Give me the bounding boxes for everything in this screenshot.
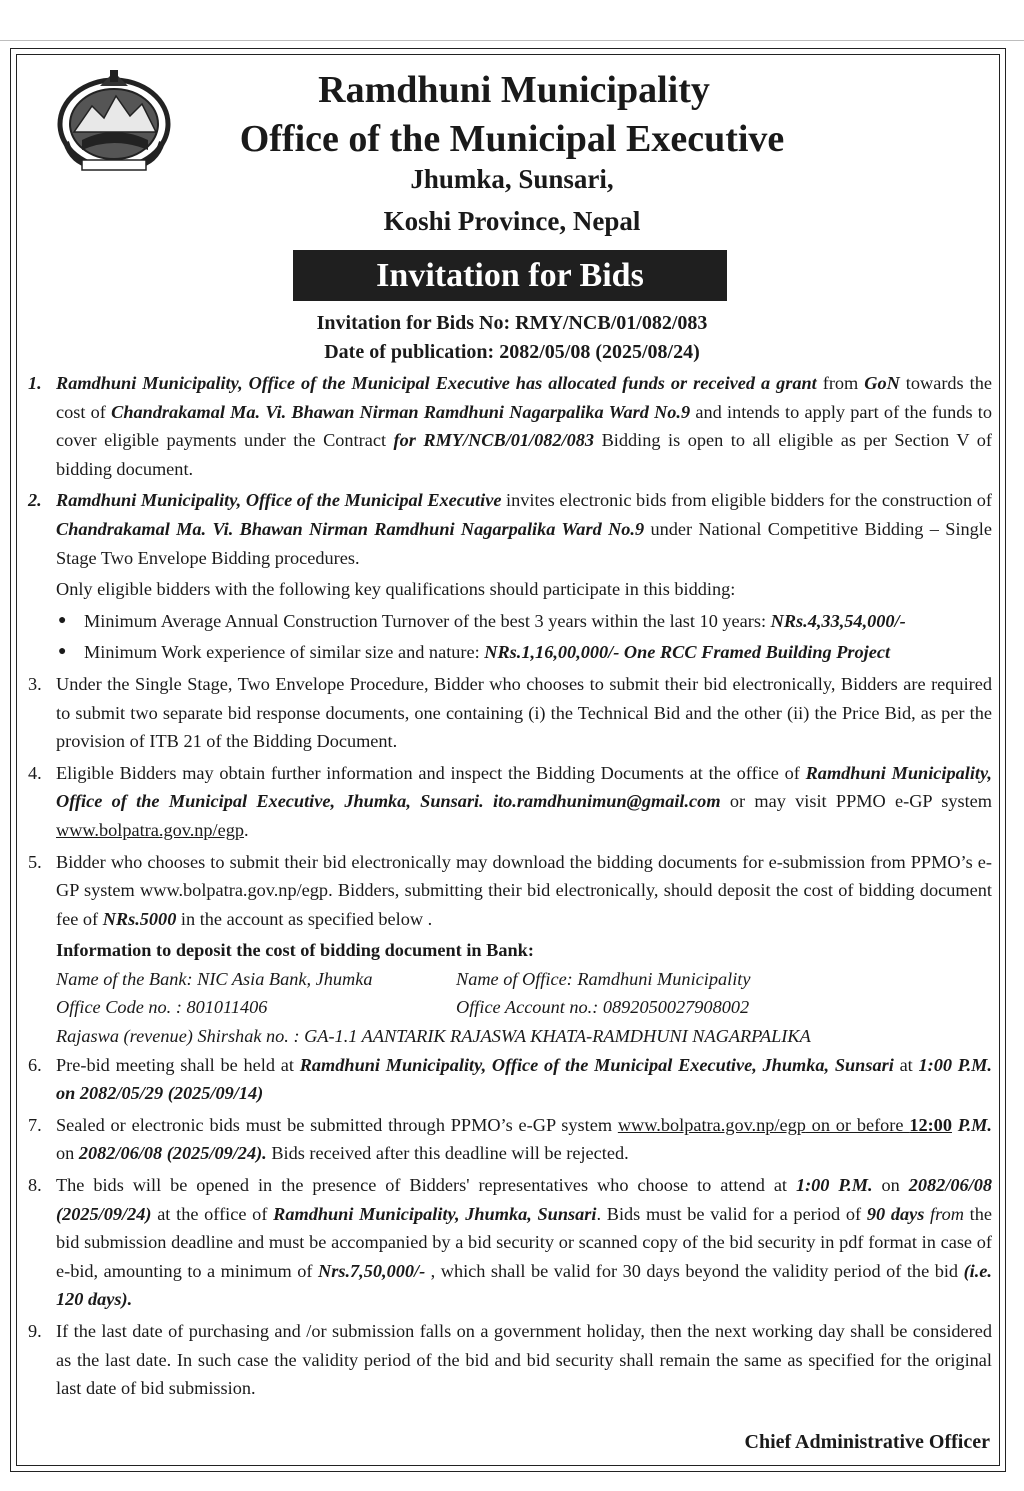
address-line-2: Koshi Province, Nepal: [383, 206, 641, 236]
clause-8: 8. The bids will be opened in the presence of Bidders' representatives who choose to attend at 1:00 P.M. on 2082/06/08 (2025/09/24) at the office of Ramdhuni Municipality, Jhumka, Sunsari. Bids must be valid for a period of 90 days from the bid submission deadline and must be accompanied by a bid security or scanned copy of the bid security in pdf format in case of e-bid, amounting to a minimum of Nrs.7,50,000/- , which shall be valid for 30 days beyond the validity period of the bid (i.e. 120 days).: [22, 1171, 992, 1314]
clause-number: 4.: [28, 762, 42, 783]
bank-info-row-1: Name of the Bank: NIC Asia Bank, Jhumka Name of Office: Ramdhuni Municipality: [56, 968, 751, 989]
clause-7: 7. Sealed or electronic bids must be submitted through PPMO’s e-GP system www.bolpatra.gov.np/egp on or before 12:00 P.M. on 2082/06/08 (2025/09/24). Bids received after this deadline will be rejected.: [22, 1111, 992, 1168]
egp-link[interactable]: www.bolpatra.gov.np/egp: [56, 819, 245, 840]
notice-body: [22, 369, 992, 1403]
clause-number: 5.: [28, 851, 42, 872]
top-rule: [0, 40, 1024, 41]
clause-number: 9.: [28, 1321, 42, 1341]
bank-info-heading: Information to deposit the cost of bidding document in Bank:: [56, 940, 534, 961]
egp-link[interactable]: www.bolpatra.gov.np/egp: [617, 1114, 806, 1135]
office-name: Office of the Municipal Executive: [239, 118, 785, 160]
bullet-icon: ●: [58, 612, 67, 628]
clause-number: 2.: [28, 490, 42, 511]
ifb-number: Invitation for Bids No: RMY/NCB/01/082/083: [316, 312, 708, 334]
qualification-bullet-2: ● Minimum Work experience of similar size and nature: NRs.1,16,00,000/- One RCC Framed Building Project: [56, 638, 992, 667]
qualification-bullet-1: ● Minimum Average Annual Construction Turnover of the best 3 years within the last 10 years: NRs.4,33,54,000/-: [56, 607, 992, 636]
clause-5: 5. Bidder who chooses to submit their bid electronically may download the bidding documents for e-submission from PPMO’s e-GP system www.bolpatra.gov.np/egp. Bidders, submitting their bid electronically, should deposit the cost of bidding document fee of NRs.5000 in the account as specified below .: [22, 848, 992, 934]
clause-3: 3. Under the Single Stage, Two Envelope Procedure, Bidder who chooses to submit their bid electronically, Bidders are required to submit two separate bid response documents, one containing (i) the Technical Bid and the other (ii) the Price Bid, as per the provision of ITB 21 of the Bidding Document.: [22, 670, 992, 756]
clause-number: 1.: [28, 373, 42, 393]
clause-9: 9. If the last date of purchasing and /or submission falls on a government holiday, then the next working day shall be considered as the last date. In such case the validity period of the bid and bid security shall remain the same as specified for the original last date of bid submission.: [22, 1317, 992, 1403]
bank-info-row-2: Office Code no. : 801011406 Office Account no.: 0892050027908002: [56, 997, 750, 1018]
publication-date: Date of publication: 2082/05/08 (2025/08/24): [324, 341, 700, 363]
bullet-icon: ●: [58, 644, 67, 660]
clause-1: 1. Ramdhuni Municipality, Office of the Municipal Executive has allocated funds or received a grant from GoN towards the cost of Chandrakamal Ma. Vi. Bhawan Nirman Ramdhuni Nagarpalika Ward No.9 and intends to apply part of the funds to cover eligible payments under the Contract for RMY/NCB/01/082/083 Bidding is open to all eligible as per Section V of bidding document.: [22, 369, 992, 483]
address-line-1: Jhumka, Sunsari,: [410, 164, 614, 194]
qualification-intro: Only eligible bidders with the following key qualifications should participate in this bidding:: [56, 579, 736, 600]
signatory-title: Chief Administrative Officer: [744, 1431, 990, 1453]
clause-number: 7.: [28, 1114, 42, 1135]
clause-2: 2. Ramdhuni Municipality, Office of the Municipal Executive invites electronic bids from eligible bidders for the construction of Chandrakamal Ma. Vi. Bhawan Nirman Ramdhuni Nagarpalika Ward No.9 under National Competitive Bidding – Single Stage Two Envelope Bidding procedures.: [22, 486, 992, 572]
clause-6: 6. Pre-bid meeting shall be held at Ramdhuni Municipality, Office of the Municipal Executive, Jhumka, Sunsari at 1:00 P.M. on 2082/05/29 (2025/09/14): [22, 1051, 992, 1108]
clause-number: 6.: [28, 1054, 42, 1075]
organization-name: Ramdhuni Municipality: [318, 69, 710, 111]
clause-number: 8.: [28, 1175, 42, 1196]
clause-number: 3.: [28, 673, 42, 694]
notice-title-banner: Invitation for Bids: [293, 250, 727, 301]
bank-info-row-3: Rajaswa (revenue) Shirshak no. : GA-1.1 AANTARIK RAJASWA KHATA-RAMDHUNI NAGARPALIKA: [56, 1026, 811, 1047]
clause-4: 4. Eligible Bidders may obtain further information and inspect the Bidding Documents at the office of Ramdhuni Municipality, Office of the Municipal Executive, Jhumka, Sunsari. ito.ramdhunimun@gmail.com or may visit PPMO e-GP system www.bolpatra.gov.np/egp.: [22, 759, 992, 845]
